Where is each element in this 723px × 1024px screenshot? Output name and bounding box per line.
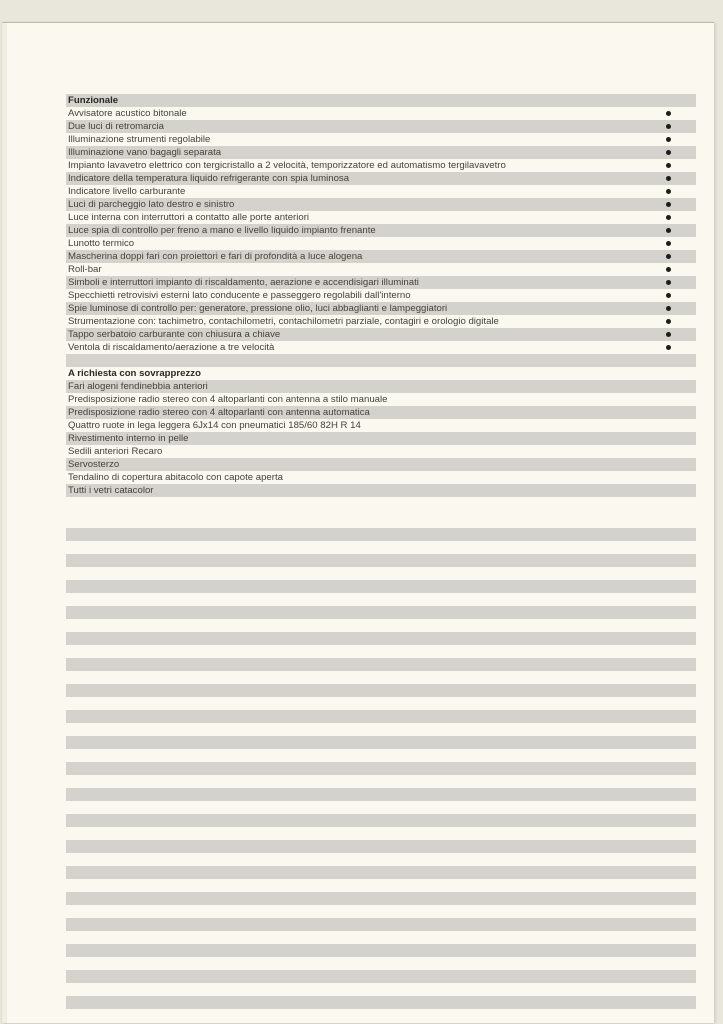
list-item: [66, 393, 696, 406]
standard-equipment-dot-icon: [666, 111, 671, 116]
empty-row: [66, 580, 696, 593]
list-item-label: Simboli e interruttori impianto di riscaldamento, aerazione e accendisigari illuminati: [68, 277, 419, 288]
list-item-label: Specchietti retrovisivi esterni lato conducente e passeggero regolabili dall'interno: [68, 290, 411, 301]
standard-equipment-dot-icon: [666, 189, 671, 194]
standard-equipment-dot-icon: [666, 332, 671, 337]
list-item-label: Avvisatore acustico bitonale: [68, 108, 187, 119]
list-item-label: Lunotto termico: [68, 238, 135, 249]
list-item-label: Tendalino di copertura abitacolo con capote aperta: [68, 472, 283, 483]
list-item-label: Ventola di riscaldamento/aerazione a tre velocità: [68, 342, 275, 353]
list-item: [66, 380, 696, 393]
empty-row: [66, 840, 696, 853]
list-item: [66, 159, 696, 172]
standard-equipment-dot-icon: [666, 254, 671, 259]
empty-row: [66, 684, 696, 697]
empty-row: [66, 736, 696, 749]
list-item: [66, 328, 696, 341]
list-item-label: Spie luminose di controllo per: generatore, pressione olio, luci abbaglianti e lampeggiatori: [68, 303, 448, 314]
empty-row: [66, 606, 696, 619]
list-item: [66, 471, 696, 484]
list-item: [66, 172, 696, 185]
list-item: [66, 224, 696, 237]
standard-equipment-dot-icon: [666, 345, 671, 350]
list-item: [66, 484, 696, 497]
list-item-label: Luci di parcheggio lato destro e sinistro: [68, 199, 235, 210]
standard-equipment-dot-icon: [666, 176, 671, 181]
empty-row: [66, 918, 696, 931]
empty-row: [66, 788, 696, 801]
equipment-list: [66, 94, 696, 497]
section-title: Funzionale: [66, 94, 696, 107]
standard-equipment-dot-icon: [666, 137, 671, 142]
list-item: [66, 432, 696, 445]
list-item: [66, 315, 696, 328]
list-item: [66, 263, 696, 276]
standard-equipment-dot-icon: [666, 124, 671, 129]
list-item-label: Strumentazione con: tachimetro, contachilometri, contachilometri parziale, contagiri e orologio digitale: [68, 316, 499, 327]
empty-ruled-rows: [66, 528, 696, 1022]
list-item-label: Illuminazione vano bagagli separata: [68, 147, 222, 158]
list-item-label: Roll-bar: [68, 264, 102, 275]
list-item: [66, 250, 696, 263]
list-item-label: Indicatore livello carburante: [68, 186, 186, 197]
list-item: [66, 406, 696, 419]
list-item: [66, 120, 696, 133]
empty-row: [66, 632, 696, 645]
section-title: A richiesta con sovrapprezzo: [68, 368, 201, 379]
list-item-label: Quattro ruote in lega leggera 6Jx14 con pneumatici 185/60 82H R 14: [68, 420, 361, 431]
list-item-label: Rivestimento interno in pelle: [68, 433, 189, 444]
list-item: [66, 302, 696, 315]
standard-equipment-dot-icon: [666, 306, 671, 311]
list-item-label: Indicatore della temperatura liquido refrigerante con spia luminosa: [68, 173, 350, 184]
standard-equipment-dot-icon: [666, 228, 671, 233]
empty-row: [66, 814, 696, 827]
standard-equipment-dot-icon: [666, 163, 671, 168]
spacer-row: [66, 354, 696, 367]
standard-equipment-dot-icon: [666, 241, 671, 246]
list-item-label: Tutti i vetri catacolor: [68, 485, 154, 496]
list-item-label: Luce spia di controllo per freno a mano e livello liquido impianto frenante: [68, 225, 376, 236]
empty-row: [66, 970, 696, 983]
standard-equipment-dot-icon: [666, 202, 671, 207]
list-item: [66, 198, 696, 211]
empty-row: [66, 658, 696, 671]
list-item-label: Luce interna con interruttori a contatto alle porte anteriori: [68, 212, 310, 223]
list-item: [66, 146, 696, 159]
list-item-label: Sedili anteriori Recaro: [68, 446, 163, 457]
list-item-label: Predisposizione radio stereo con 4 altoparlanti con antenna automatica: [68, 407, 370, 418]
list-item: [66, 276, 696, 289]
empty-row: [66, 762, 696, 775]
list-item: [66, 445, 696, 458]
empty-row: [66, 866, 696, 879]
standard-equipment-dot-icon: [666, 293, 671, 298]
list-item-label: Fari alogeni fendinebbia anteriori: [68, 381, 208, 392]
standard-equipment-dot-icon: [666, 319, 671, 324]
empty-row: [66, 944, 696, 957]
list-item-label: Due luci di retromarcia: [68, 121, 164, 132]
list-item-label: Mascherina doppi fari con proiettori e fari di profondità a luce alogena: [68, 251, 363, 262]
empty-row: [66, 996, 696, 1009]
list-item-label: Illuminazione strumenti regolabile: [68, 134, 211, 145]
list-item: [66, 133, 696, 146]
list-item: [66, 458, 696, 471]
list-item-label: Impianto lavavetro elettrico con tergicristallo a 2 velocità, temporizzatore ed automatismo tergilavavetro: [68, 160, 506, 171]
list-item-label: Tappo serbatoio carburante con chiusura a chiave: [68, 329, 281, 340]
list-item: [66, 341, 696, 354]
empty-row: [66, 528, 696, 541]
list-item: [66, 419, 696, 432]
list-item: [66, 211, 696, 224]
document-page: [2, 22, 714, 1023]
standard-equipment-dot-icon: [666, 280, 671, 285]
standard-equipment-dot-icon: [666, 267, 671, 272]
list-item: [66, 237, 696, 250]
list-item: [66, 107, 696, 120]
standard-equipment-dot-icon: [666, 215, 671, 220]
empty-row: [66, 554, 696, 567]
empty-row: [66, 710, 696, 723]
list-item: [66, 289, 696, 302]
empty-row: [66, 892, 696, 905]
list-item-label: Predisposizione radio stereo con 4 altoparlanti con antenna a stilo manuale: [68, 394, 388, 405]
list-item-label: Servosterzo: [68, 459, 120, 470]
list-item: [66, 185, 696, 198]
standard-equipment-dot-icon: [666, 150, 671, 155]
